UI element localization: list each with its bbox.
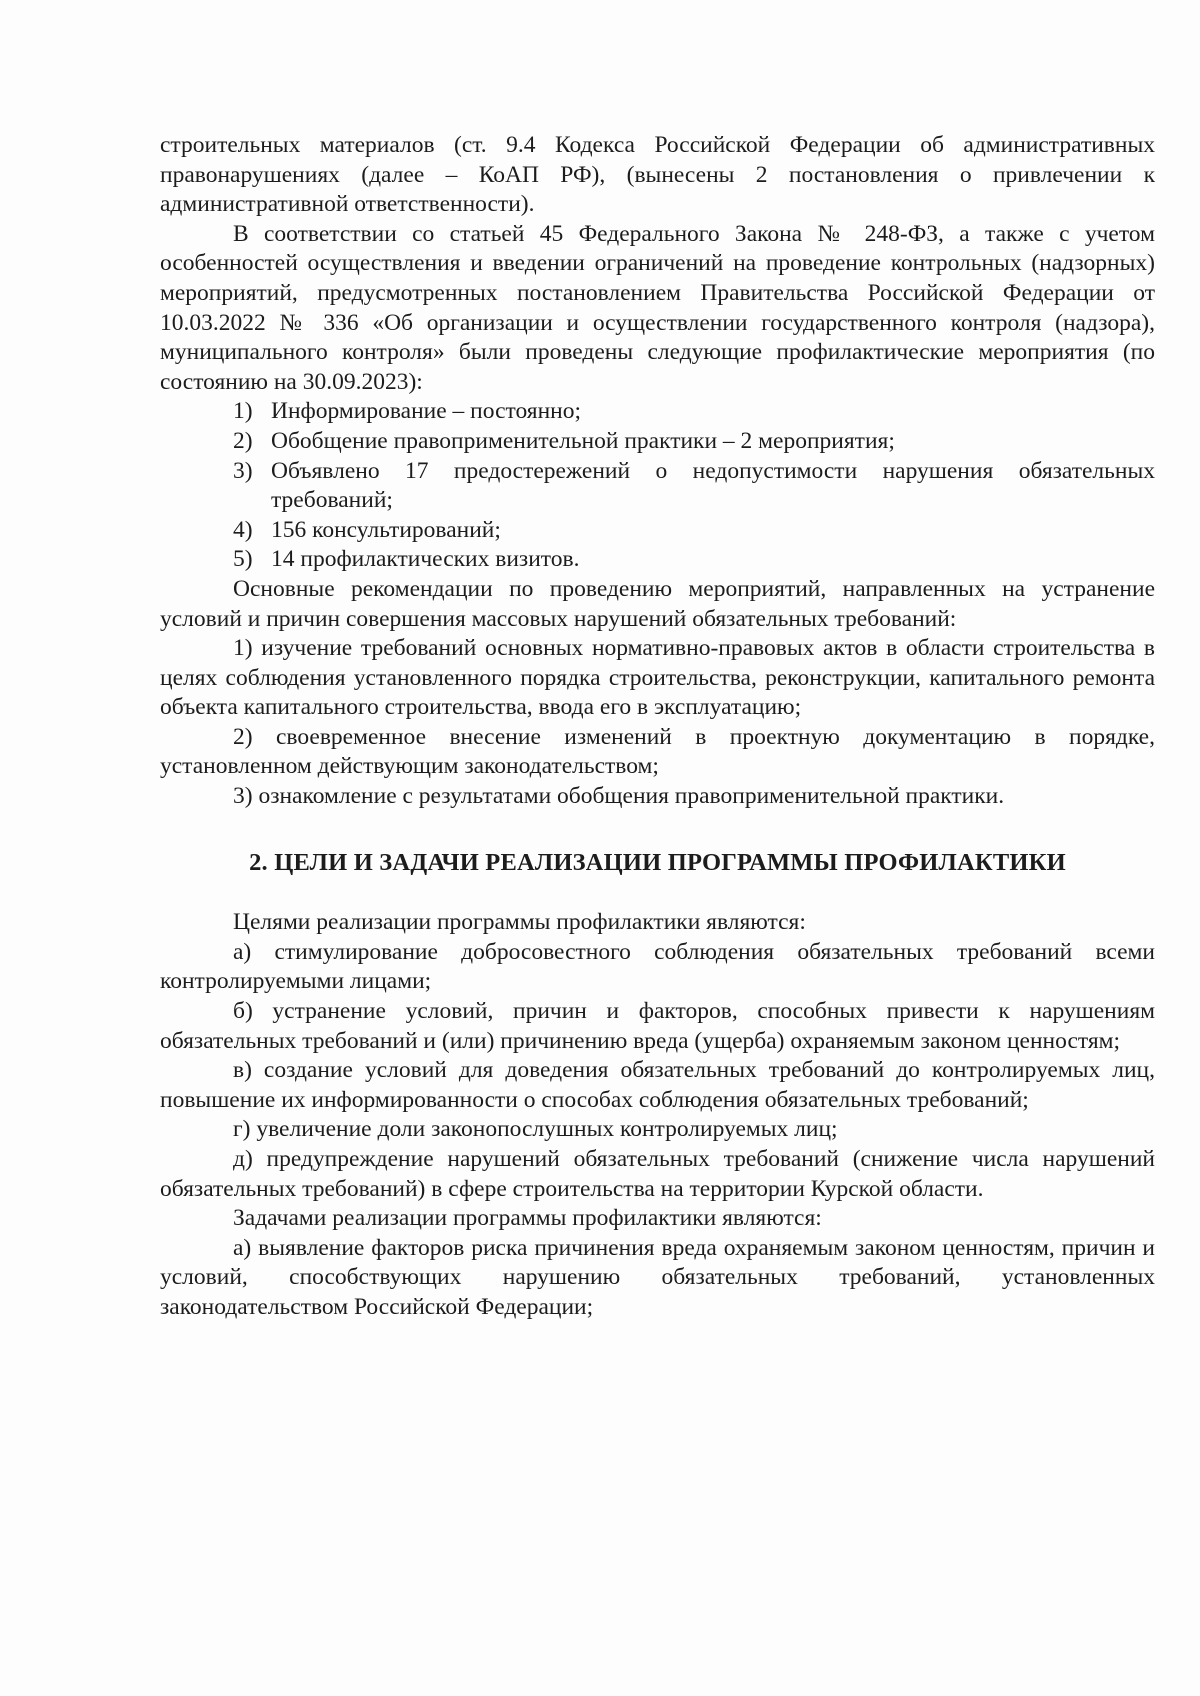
- list-item-text: Объявлено 17 предостережений о недопустимости нарушения обязательных требований;: [271, 457, 1155, 514]
- tasks-intro: Задачами реализации программы профилактики являются:: [233, 1205, 822, 1232]
- goal-item: б) устранение условий, причин и факторов, способных привести к нарушениям обязательных требований и (или) причинению вреда (ущерба) охраняемым законом ценностям;: [160, 998, 1155, 1054]
- list-item-number: 1): [233, 398, 253, 425]
- list-item-number: 3): [233, 457, 253, 484]
- document-body: [160, 131, 1155, 1323]
- list-item-number: 5): [233, 546, 253, 573]
- goal-item: д) предупреждение нарушений обязательных требований (снижение числа нарушений обязательных требований) в сфере строительства на территории Курской области.: [160, 1146, 1155, 1202]
- list-item-text: 156 консультирований;: [271, 516, 501, 543]
- list-item-text: Обобщение правоприменительной практики – 2 мероприятия;: [271, 427, 895, 454]
- measures-paragraph: В соответствии со статьей 45 Федерального Закона № 248-ФЗ, а также с учетом особенностей осуществления и введении ограничений на проведение контрольных (надзорных) мероприятий, предусмотренных постановлением Правительства Российской Федерации от 10.03.2022 № 336 «Об организации и осуществлении государственного контроля (надзора), муниципального контроля» были проведены следующие профилактические мероприятия (по состоянию на 30.09.2023):: [160, 220, 1155, 395]
- list-item: [160, 427, 1155, 457]
- recommendations-intro: Основные рекомендации по проведению мероприятий, направленных на устранение условий и причин совершения массовых нарушений обязательных требований:: [160, 575, 1155, 632]
- section-heading: 2. ЦЕЛИ И ЗАДАЧИ РЕАЛИЗАЦИИ ПРОГРАММЫ ПРОФИЛАКТИКИ: [249, 848, 1066, 876]
- list-item: [160, 545, 1155, 575]
- intro-paragraph: строительных материалов (ст. 9.4 Кодекса Российской Федерации об административных правонарушениях (далее – КоАП РФ), (вынесены 2 постановления о привлечении к административной ответственности).: [160, 132, 1155, 218]
- list-item: [160, 457, 1155, 516]
- recommendation-item: 3) ознакомление с результатами обобщения правоприменительной практики.: [233, 783, 1005, 810]
- goal-item: г) увеличение доли законопослушных контролируемых лиц;: [233, 1116, 838, 1143]
- goal-item: в) создание условий для доведения обязательных требований до контролируемых лиц, повышение их информированности о способах соблюдения обязательных требований;: [160, 1057, 1155, 1113]
- recommendation-item: 1) изучение требований основных нормативно-правовых актов в области строительства в целях соблюдения установленного порядка строительства, реконструкции, капитального ремонта объекта капитального строительства, ввода его в эксплуатацию;: [160, 635, 1155, 721]
- recommendation-item: 2) своевременное внесение изменений в проектную документацию в порядке, установленном действующим законодательством;: [160, 723, 1155, 780]
- list-item-text: 14 профилактических визитов.: [271, 546, 580, 573]
- list-item: [160, 397, 1155, 427]
- list-item-number: 2): [233, 427, 253, 454]
- task-item: а) выявление факторов риска причинения вреда охраняемым законом ценностям, причин и условий, способствующих нарушению обязательных требований, установленных законодательством Российской Федерации;: [160, 1234, 1155, 1320]
- list-item: [160, 516, 1155, 546]
- list-item-number: 4): [233, 516, 253, 543]
- measures-list: [160, 397, 1155, 575]
- list-item-text: Информирование – постоянно;: [271, 398, 582, 425]
- goals-intro: Целями реализации программы профилактики являются:: [233, 909, 806, 936]
- goal-item: а) стимулирование добросовестного соблюдения обязательных требований всеми контролируемыми лицами;: [160, 938, 1155, 995]
